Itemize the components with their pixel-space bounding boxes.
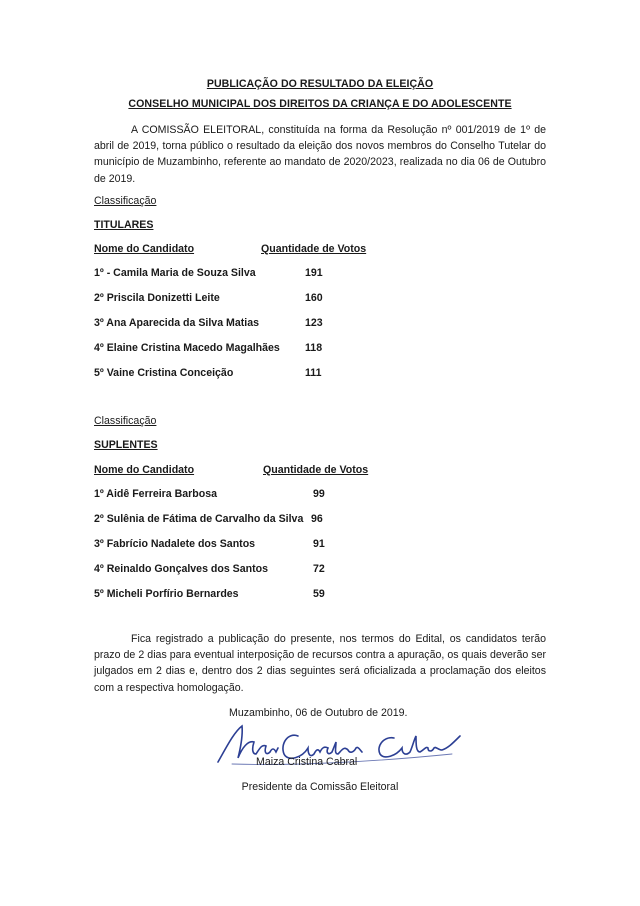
candidate-votes: 72: [313, 563, 325, 575]
titulares-classification-label: Classificação: [94, 195, 157, 207]
document-subtitle: CONSELHO MUNICIPAL DOS DIREITOS DA CRIANÇA E DO ADOLESCENTE: [128, 98, 512, 110]
table-row: [94, 563, 454, 577]
document-title: PUBLICAÇÃO DO RESULTADO DA ELEIÇÃO: [206, 78, 434, 90]
candidate-votes: 160: [305, 292, 323, 304]
titulares-group-label: TITULARES: [94, 219, 154, 231]
candidate-votes: 111: [305, 367, 322, 379]
candidate-votes: 191: [305, 267, 323, 279]
candidate-name: 1º - Camila Maria de Souza Silva: [94, 267, 256, 279]
candidate-votes: 118: [305, 342, 323, 354]
candidate-votes: 91: [313, 538, 325, 550]
signatory-name: Maiza Cristina Cabral: [256, 756, 358, 768]
table-row: [94, 267, 454, 281]
suplentes-col-votes-header: Quantidade de Votos: [263, 464, 369, 476]
signatory-role: Presidente da Comissão Eleitoral: [241, 781, 399, 793]
table-row: [94, 588, 454, 602]
candidate-name: 2º Sulênia de Fátima de Carvalho da Silva: [94, 513, 304, 525]
table-row: [94, 367, 454, 381]
table-row: [94, 513, 454, 527]
candidate-name: 3º Fabrício Nadalete dos Santos: [94, 538, 256, 550]
closing-paragraph: Fica registrado a publicação do presente, nos termos do Edital, os candidatos terão prazo de 2 dias para eventual interposição de recursos contra a apuração, os quais deverão ser julgados em 2 dias e, dentro dos 2 dias seguintes será oficializada a proclamação dos eleitos com a respectiva homologação.: [94, 633, 546, 694]
suplentes-classification-label: Classificação: [94, 415, 157, 427]
candidate-name: 4º Reinaldo Gonçalves dos Santos: [94, 563, 269, 575]
candidate-votes: 99: [313, 488, 325, 500]
table-row: [94, 292, 454, 306]
suplentes-col-name-header: Nome do Candidato: [94, 464, 195, 476]
candidate-votes: 96: [311, 513, 323, 525]
table-row: [94, 317, 454, 331]
candidate-name: 1º Aidê Ferreira Barbosa: [94, 488, 218, 500]
candidate-name: 2º Priscila Donizetti Leite: [94, 292, 220, 304]
titulares-col-name-header: Nome do Candidato: [94, 243, 195, 255]
table-row: [94, 538, 454, 552]
candidate-name: 5º Micheli Porfírio Bernardes: [94, 588, 239, 600]
table-row: [94, 488, 454, 502]
candidate-name: 3º Ana Aparecida da Silva Matias: [94, 317, 259, 329]
intro-paragraph: A COMISSÃO ELEITORAL, constituída na forma da Resolução nº 001/2019 de 1º de abril de 2019, torna público o resultado da eleição dos novos membros do Conselho Tutelar do município de Muzambinho, referente ao mandato de 2020/2023, realizada no dia 06 de Outubro de 2019.: [94, 124, 546, 185]
titulares-col-votes-header: Quantidade de Votos: [261, 243, 367, 255]
candidate-name: 4º Elaine Cristina Macedo Magalhães: [94, 342, 280, 354]
candidate-votes: 123: [305, 317, 323, 329]
candidate-name: 5º Vaine Cristina Conceição: [94, 367, 234, 379]
dateline: Muzambinho, 06 de Outubro de 2019.: [229, 707, 408, 719]
suplentes-group-label: SUPLENTES: [94, 439, 158, 451]
table-row: [94, 342, 454, 356]
candidate-votes: 59: [313, 588, 325, 600]
